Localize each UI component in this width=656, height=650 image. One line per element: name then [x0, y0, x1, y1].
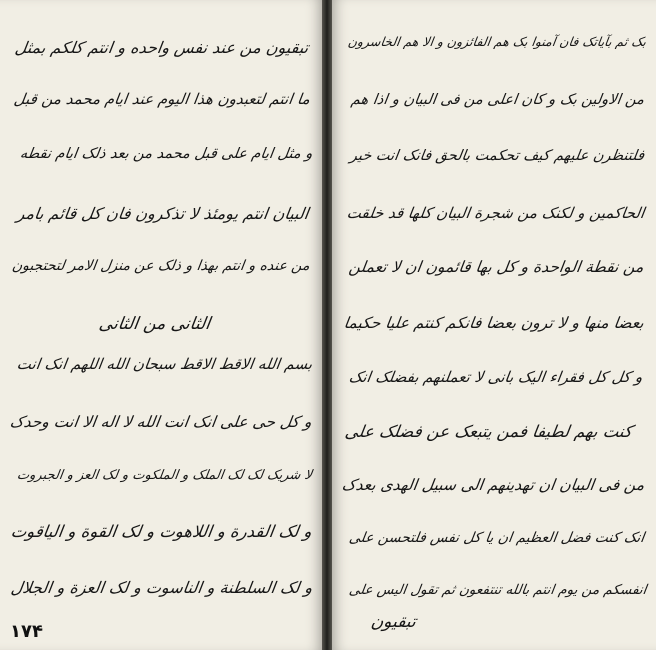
text-line: بک ثم بآیاتک فان آمنوا بک هم الفائزون و الا هم الخاسرون: [346, 34, 648, 49]
text-line: من الاولین بک و کان اعلی من فی البیان و اذا هم: [349, 92, 646, 108]
text-line: ما انتم لتعبدون هذا الیوم عند ایام محمد من قبل: [12, 90, 312, 108]
left-page-text: [0, 0, 322, 650]
text-line: انفسکم من یوم انتم بالله تنتفعون ثم تقول الیس علی: [347, 582, 648, 598]
text-line: من فی البیان ان تهدینهم الی سبیل الهدی بعدک: [340, 476, 646, 494]
text-line: تبقیون من عند نفس واحده و انتم کلکم بمثل: [13, 38, 310, 57]
text-line: کنت بهم لطیفا فمن یتبعک عن فضلک علی: [343, 422, 634, 441]
text-line: بسم الله الاقط الاقط سبحان الله اللهم انک انت: [15, 355, 314, 373]
text-line: فلتنظرن علیهم کیف تحکمت بالحق فانک انت خیر: [348, 148, 646, 164]
text-line: و لک القدرة و اللاهوت و لک القوة و الیاقوت: [9, 522, 314, 541]
text-line: من نقطة الواحدة و کل بها قائمون ان لا تعملن: [348, 258, 646, 276]
right-page-text: [332, 0, 656, 650]
text-line: البیان انتم یومئذ لا تذکرون فان کل قائم بامر: [15, 204, 310, 223]
text-line: بعضا منها و لا ترون بعضا فانکم کنتم علیا حکیما: [342, 314, 646, 332]
text-line: من عنده و انتم بهذا و ذلک عن منزل الامر لتحتجبون: [11, 258, 312, 274]
text-line: انک کنت فضل العظیم ان یا کل نفس فلتحسن علی: [347, 530, 646, 546]
text-line: لا شریک لک لک الملک و الملکوت و لک العز و الجبروت: [15, 468, 314, 483]
text-line: و مثل ایام علی قبل محمد من بعد ذلک ایام نقطه: [18, 146, 314, 162]
book-gutter: [322, 0, 332, 650]
right-page: [332, 0, 656, 650]
text-line: و لک السلطنة و الناسوت و لک العزة و الجلال: [9, 578, 314, 597]
section-heading: الثانی من الثانی: [97, 314, 212, 334]
page-number: ۱۷۴: [10, 621, 43, 642]
text-line: و کل حی علی انک انت الله لا اله الا انت وحدک: [9, 413, 314, 431]
left-page: [0, 0, 322, 650]
text-line: الحاکمین و لکنک من شجرة البیان کلها قد خلقت: [345, 204, 646, 222]
catchword: تبقیون: [369, 612, 418, 632]
text-line: و کل کل فقراء الیک بانی لا تعملنهم بفضلک انک: [347, 368, 644, 386]
